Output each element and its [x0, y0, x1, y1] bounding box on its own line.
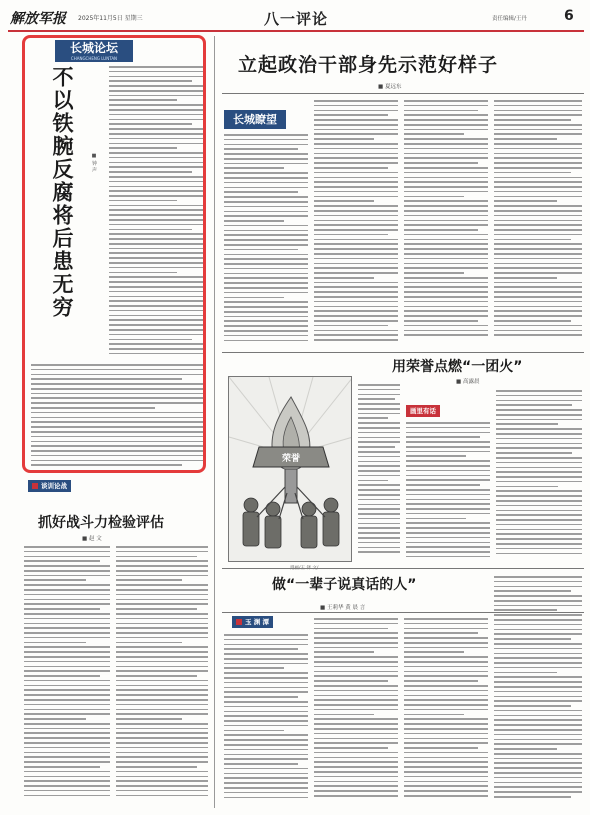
column-separator [214, 36, 215, 808]
column-badge-changcheng [55, 40, 133, 62]
section-title: 八一评论 [264, 10, 329, 28]
column-chip-label: 画里有话 [410, 407, 436, 415]
main-headline-rule [222, 93, 584, 94]
main-body-col2 [314, 100, 398, 350]
cartoon-illustration [228, 376, 352, 562]
column-chip-yuyuantan-mark [236, 619, 242, 625]
column-badge-subtitle: CHANGCHENG LUNTAN [70, 56, 118, 61]
column-chip-huali [406, 405, 440, 417]
commentary-byline: ■ 钟 声 [91, 153, 97, 173]
responsible-editor: 责任编辑/王丹 [492, 16, 527, 22]
left-lower-body-col2 [116, 546, 208, 808]
commentary-title[interactable]: 不以铁腕反腐将后患无穷 [50, 66, 74, 319]
main-article-bottom-rule [222, 352, 584, 353]
page-number: 6 [564, 8, 574, 24]
column-chip-tanxun-label: 谈训论战 [41, 482, 67, 490]
column-chip-yuyuantan [232, 616, 273, 628]
column-chip-tanxun [28, 480, 71, 492]
commentary-body-lower [31, 364, 203, 468]
masthead [8, 6, 584, 32]
masthead-rule [8, 30, 584, 32]
second-body-col1 [358, 384, 400, 564]
second-body-col3 [496, 390, 582, 564]
second-article-bottom-rule [222, 568, 584, 569]
left-lower-byline: ■ 赵 文 [82, 536, 102, 542]
issue-date: 2025年11月5日 星期三 [78, 15, 143, 22]
bottom-headline[interactable]: 做“一辈子说真话的人” [272, 577, 417, 593]
bottom-body-col3 [404, 618, 488, 808]
bottom-byline: ■ 王莉华 黄 晨 言 [320, 605, 366, 611]
main-body-col1 [224, 134, 308, 350]
bottom-body-col1 [224, 634, 308, 808]
left-lower-headline[interactable]: 抓好战斗力检验评估 [38, 515, 164, 531]
main-headline[interactable]: 立起政治干部身先示范好样子 [238, 54, 499, 76]
left-lower-body-col1 [24, 546, 110, 808]
column-chip-yuyuantan-label: 玉 渊 潭 [245, 618, 270, 626]
main-body-col4 [494, 100, 582, 350]
bottom-body-col4 [494, 576, 582, 808]
second-body-col2 [406, 422, 490, 564]
commentary-body-right [109, 66, 203, 356]
cartoon-drawing [229, 377, 352, 562]
column-badge-label: 长城论坛 [69, 41, 118, 55]
newspaper-logo: 解放军报 [10, 11, 66, 27]
second-byline: ■ 高露晨 [456, 379, 480, 385]
highlighted-commentary-box[interactable] [22, 35, 206, 473]
main-byline: ■ 夏远东 [378, 84, 402, 90]
column-badge-liaowang: 长城瞭望 [224, 110, 286, 129]
second-headline[interactable]: 用荣誉点燃“一团火” [392, 359, 523, 375]
column-chip-mark [32, 483, 38, 489]
main-body-col3 [404, 100, 488, 350]
cartoon-flag-text: 荣誉 [281, 454, 301, 464]
bottom-body-col2 [314, 618, 398, 808]
